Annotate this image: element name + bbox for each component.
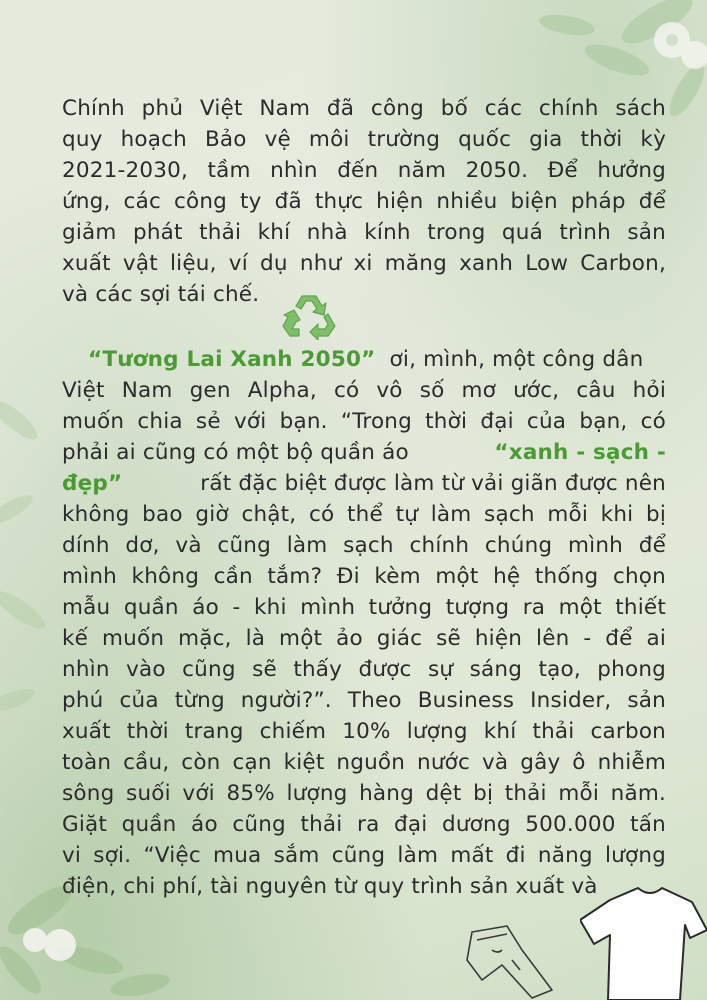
text-line: Việt Nam gen Alpha, có vô số mơ ước, câu hỏi <box>62 378 666 403</box>
text-line: 2021-2030, tầm nhìn đến năm 2050. Để hưởng <box>62 158 666 183</box>
highlight-phrase: “xanh - sạch - <box>494 440 666 465</box>
text-line: nhìn vào cũng sẽ thấy được sự sáng tạo, phong <box>62 657 666 682</box>
text-line: xuất vật liệu, ví dụ như xi măng xanh Low Carbon, <box>62 251 666 276</box>
text-line: Giặt quần áo cũng thải ra đại dương 500.000 tấn <box>62 812 666 837</box>
text-line <box>62 344 666 375</box>
text-line: mình không cần tắm? Đi kèm một hệ thống chọn <box>62 564 666 589</box>
text-line: toàn cầu, còn cạn kiệt nguồn nước và gây ô nhiễm <box>62 750 666 775</box>
highlight-phrase: đẹp” <box>62 471 123 496</box>
text-line: phú của từng người?”. Theo Business Insider, sản <box>62 688 666 713</box>
text-line: điện, chi phí, tài nguyên từ quy trình sản xuất và <box>62 874 598 899</box>
text-line: kế muốn mặc, là một ảo giác sẽ hiện lên - để ai <box>62 626 666 651</box>
text-line <box>62 437 666 468</box>
paragraph-future-green <box>62 344 666 902</box>
jeans-illustration <box>452 920 572 1000</box>
text-line: muốn chia sẻ với bạn. “Trong thời đại của bạn, có <box>62 409 666 434</box>
text-line: sông suối với 85% lượng hàng dệt bị thải mỗi năm. <box>62 781 666 806</box>
paragraph-environment-policy <box>62 93 666 310</box>
text-fragment: rất đặc biệt được làm từ vải giãn được nên <box>200 471 666 496</box>
leaves-decoration-left <box>0 360 70 780</box>
text-line: giảm phát thải khí nhà kính trong quá trình sản <box>62 220 666 245</box>
text-line: mẫu quần áo - khi mình tưởng tượng ra một thiết <box>62 595 666 620</box>
text-line: quy hoạch Bảo vệ môi trường quốc gia thời kỳ <box>62 127 666 152</box>
text-fragment: ơi, mình, một công dân <box>389 347 644 372</box>
text-fragment: phải ai cũng có một bộ quần áo <box>62 440 409 465</box>
text-line: Chính phủ Việt Nam đã công bố các chính sách <box>62 96 666 121</box>
text-line: xuất thời trang chiếm 10% lượng khí thải carbon <box>62 719 666 744</box>
text-line: và các sợi tái chế. <box>62 282 260 307</box>
text-line: không bao giờ chật, có thể tự làm sạch mỗi khi bị <box>62 502 666 527</box>
text-line: vi sợi. “Việc mua sắm cũng làm mất đi năng lượng <box>62 843 666 868</box>
recycle-icon <box>282 290 336 340</box>
text-line: ứng, các công ty đã thực hiện nhiều biện pháp để <box>62 189 666 214</box>
highlight-title: “Tương Lai Xanh 2050” <box>88 347 376 372</box>
text-line <box>62 468 666 499</box>
text-line: dính dơ, và cũng làm sạch chính chúng mình để <box>62 533 666 558</box>
